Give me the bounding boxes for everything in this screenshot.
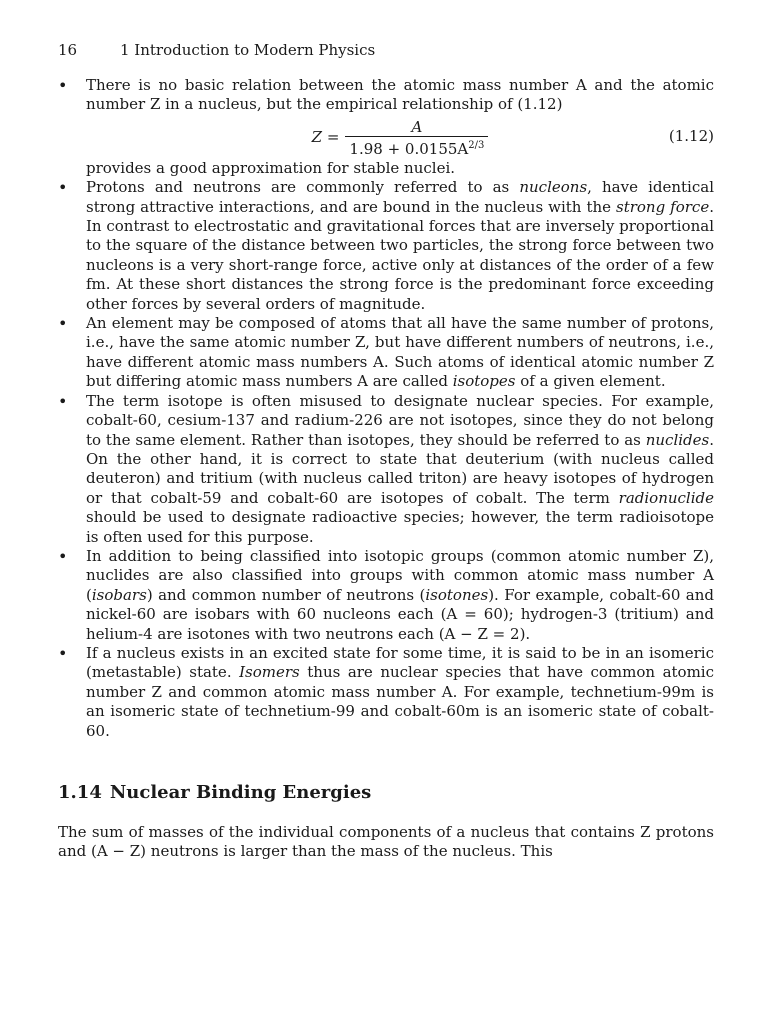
emphasis-term: nuclides bbox=[645, 430, 710, 449]
emphasis-term: isotones bbox=[425, 585, 489, 604]
page-number: 16 bbox=[58, 41, 78, 59]
bullet-item-isobars-isotones bbox=[58, 547, 714, 644]
section-title: Nuclear Binding Energies bbox=[109, 782, 372, 803]
equation-fraction bbox=[345, 118, 488, 158]
equation-denominator bbox=[345, 137, 488, 158]
section-number: 1.14 bbox=[58, 782, 102, 803]
emphasis-term: isobars bbox=[91, 585, 147, 604]
text-run: ). For example, cobalt-60 and nickel-60 are isobars with 60 nucleons each (A = 60); hydrogen-3 (tritium) and helium-4 are isotones with two neutrons each (A − Z = 2). bbox=[86, 585, 714, 643]
bullet-item-nucleons bbox=[58, 178, 714, 314]
bullet-text-continued: provides a good approximation for stable nuclei. bbox=[86, 158, 456, 177]
equation-lhs: Z = bbox=[311, 128, 340, 147]
page bbox=[58, 40, 714, 862]
text-run: , have identical strong attractive interactions, and are bound in the nucleus with the bbox=[86, 178, 714, 216]
body-paragraph: The sum of masses of the individual components of a nucleus that contains Z protons and (A − Z) neutrons is larger than the mass of the nucleus. This bbox=[58, 823, 714, 861]
text-run: ) and common number of neutrons ( bbox=[146, 585, 426, 604]
equation-exponent: 2/3 bbox=[468, 139, 485, 151]
bullet-item-isotopes bbox=[58, 314, 714, 392]
text-run: of a given element. bbox=[515, 372, 666, 391]
text-run: If a nucleus exists in an excited state for some time, it is said to be in an isomeric (metastable) state. bbox=[86, 643, 714, 682]
equation-number: (1.12) bbox=[668, 126, 714, 145]
equation-1-12 bbox=[86, 117, 714, 159]
bullet-list bbox=[58, 76, 714, 741]
emphasis-term: radionuclide bbox=[618, 488, 714, 507]
denominator-text: 1.98 + 0.0155A bbox=[349, 139, 469, 158]
text-run: In addition to being classified into isotopic groups (common atomic number Z), nuclides are also classified into groups with common atomic mass number A ( bbox=[86, 546, 714, 604]
text-run: Protons and neutrons are commonly referred to as bbox=[86, 178, 520, 197]
running-head bbox=[58, 40, 714, 60]
text-run: thus are nuclear species that have common atomic number Z and common atomic mass number A. For example, technetium-99m is an isomeric state of technetium-99 and cobalt-60m is an isomeric state of cobalt-60. bbox=[86, 663, 714, 740]
bullet-item-mass-relation bbox=[58, 76, 714, 178]
text-run: . On the other hand, it is correct to state that deuterium (with nucleus called deuteron) and tritium (with nucleus called triton) are heavy isotopes of hydrogen or that cobalt-59 and cobalt-60 are isotopes of cobalt. The term bbox=[86, 430, 714, 507]
bullet-item-isomers bbox=[58, 644, 714, 741]
text-run: should be used to designate radioactive species; however, the term radioisotope is often used for this purpose. bbox=[86, 508, 714, 546]
bullet-item-nuclides bbox=[58, 392, 714, 547]
bullet-text: There is no basic relation between the atomic mass number A and the atomic number Z in a nucleus, but the empirical relationship of (1.12) bbox=[86, 76, 714, 114]
emphasis-term: strong force bbox=[616, 197, 710, 216]
chapter-title: 1 Introduction to Modern Physics bbox=[120, 41, 376, 59]
emphasis-term: Isomers bbox=[239, 663, 300, 682]
text-run: . In contrast to electrostatic and gravitational forces that are inversely proportional to the square of the distance between two particles, the strong force between two nucleons is a very short-range force, active only at distances of the order of a few fm. At these short distances the strong force is the predominant force exceeding other forces by several orders of magnitude. bbox=[86, 197, 714, 313]
emphasis-term: nucleons bbox=[519, 178, 588, 197]
text-run: The term isotope is often misused to designate nuclear species. For example, cobalt-60, cesium-137 and radium-226 are not isotopes, since they do not belong to the same element. Rather than isotopes, they should be referred to as bbox=[86, 391, 714, 449]
equation-numerator: A bbox=[411, 117, 423, 136]
emphasis-term: isotopes bbox=[452, 372, 516, 391]
section-heading bbox=[58, 781, 714, 805]
text-run: An element may be composed of atoms that all have the same number of protons, i.e., have the same atomic number Z, but have different numbers of neutrons, i.e., have different atomic mass numbers A. Such atoms of identical atomic number Z but differing atomic mass numbers A are called bbox=[86, 314, 714, 391]
